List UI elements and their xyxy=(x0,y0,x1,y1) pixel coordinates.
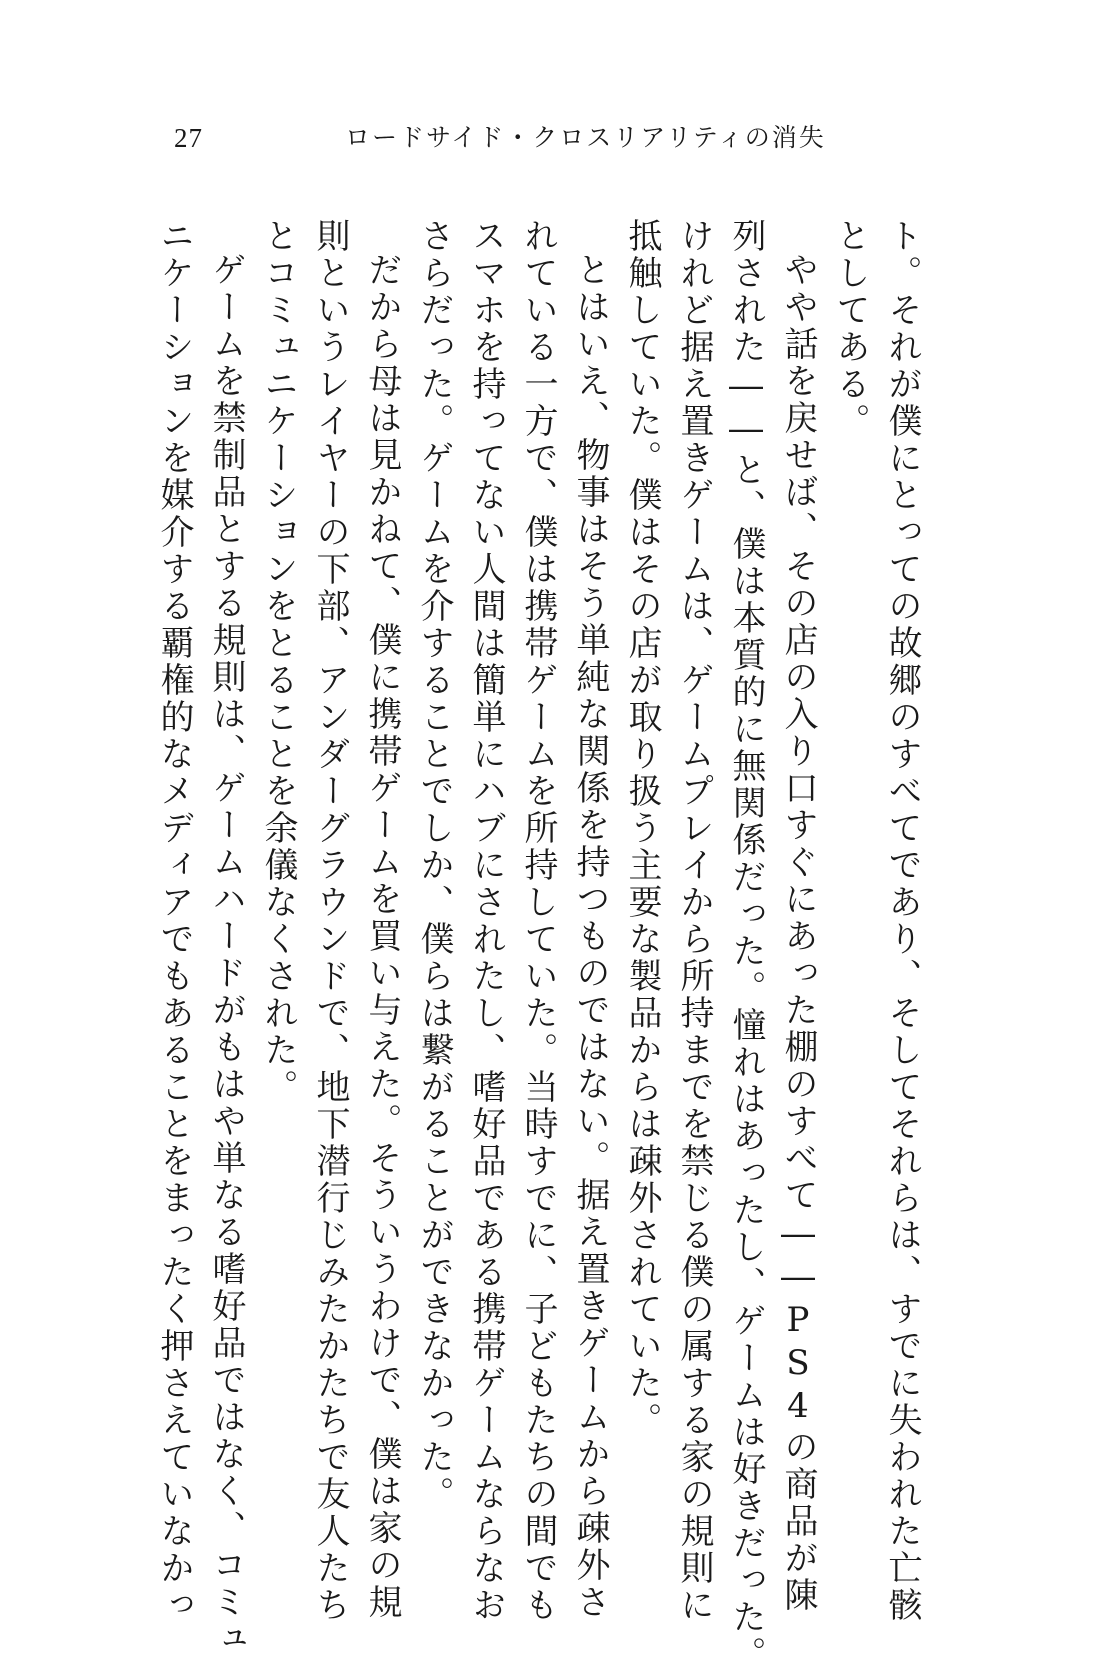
text-line: ト。それが僕にとっての故郷のすべてであり、そしてそれらは、すでに失われた亡骸 xyxy=(882,218,922,1624)
text-line: としてある。 xyxy=(830,218,870,440)
text-line: ゲームを禁制品とする規則は、ゲームハードがもはや単なる嗜好品ではなく、コミュ xyxy=(206,252,246,1658)
text-line: とはいえ、物事はそう単純な関係を持つものではない。据え置きゲームから疎外さ xyxy=(570,252,610,1621)
body-text xyxy=(154,218,928,1673)
text-line: 列された――と、僕は本質的に無関係だった。憧れはあったし、ゲームは好きだった。 xyxy=(726,218,766,1673)
text-line: 抵触していた。僕はその店が取り扱う主要な製品からは疎外されていた。 xyxy=(622,218,662,1439)
text-line: さらだった。ゲームを介することでしか、僕らは繋がることができなかった。 xyxy=(414,218,454,1513)
text-line: ニケーションを媒介する覇権的なメディアでもあることをまったく押さえていなかっ xyxy=(154,218,194,1624)
text-line: れている一方で、僕は携帯ゲームを所持していた。当時すでに、子どもたちの間でも xyxy=(518,218,558,1624)
text-line: 則というレイヤーの下部、アンダーグラウンドで、地下潜行じみたかたちで友人たち xyxy=(310,218,350,1624)
running-title: ロードサイド・クロスリアリティの消失 xyxy=(345,123,826,152)
text-line: スマホを持ってない人間は簡単にハブにされたし、嗜好品である携帯ゲームならなお xyxy=(466,218,506,1624)
text-line: けれど据え置きゲームは、ゲームプレイから所持までを禁じる僕の属する家の規則に xyxy=(674,218,714,1624)
text-line: とコミュニケーションをとることを余儀なくされた。 xyxy=(258,218,298,1106)
text-line: やや話を戻せば、その店の入り口すぐにあった棚のすべて――PS4の商品が陳 xyxy=(778,252,818,1614)
text-line: だから母は見かねて、僕に携帯ゲームを買い与えた。そういうわけで、僕は家の規 xyxy=(362,252,402,1621)
page-number: 27 xyxy=(174,123,203,153)
